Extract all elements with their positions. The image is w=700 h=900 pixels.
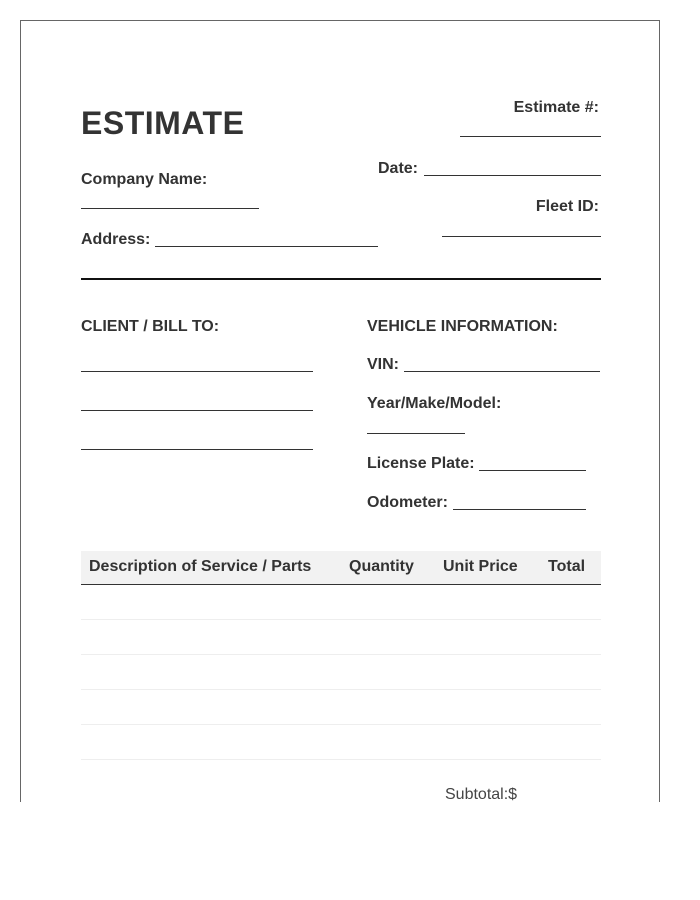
client-line-1[interactable] [81,371,313,372]
company-name-field[interactable] [81,208,259,209]
license-plate-label: License Plate: [367,455,475,472]
col-quantity: Quantity [349,558,414,575]
license-plate-field[interactable] [479,470,586,471]
year-make-model-field[interactable] [367,433,465,434]
address-field[interactable] [155,246,378,247]
fleet-id-label: Fleet ID: [535,198,599,215]
vin-field[interactable] [404,371,600,372]
table-row[interactable] [81,725,601,760]
col-unit-price: Unit Price [443,558,518,575]
vehicle-heading: VEHICLE INFORMATION: [367,318,558,335]
col-total: Total [548,558,586,575]
table-row[interactable] [81,620,601,655]
document-title: ESTIMATE [81,105,245,141]
table-row[interactable] [81,690,601,725]
subtotal-label: Subtotal:$ [445,786,518,802]
estimate-form [20,20,660,802]
table-row[interactable] [81,585,601,620]
header-divider [81,278,601,280]
client-line-3[interactable] [81,449,313,450]
odometer-field[interactable] [453,509,586,510]
date-row [378,160,418,178]
estimate-number-label: Estimate #: [513,99,599,116]
vin-label: VIN: [367,356,399,373]
date-field[interactable] [424,175,601,176]
fleet-id-field[interactable] [442,236,601,237]
table-row[interactable] [81,655,601,690]
col-description: Description of Service / Parts [89,558,312,575]
odometer-label: Odometer: [367,494,448,511]
estimate-number-field[interactable] [460,136,601,137]
address-label: Address: [81,231,151,248]
service-table-header [81,551,601,585]
client-heading: CLIENT / BILL TO: [81,318,220,335]
client-line-2[interactable] [81,410,313,411]
date-label: Date: [378,160,419,177]
company-name-label: Company Name: [81,171,208,188]
year-make-model-label: Year/Make/Model: [367,395,502,412]
